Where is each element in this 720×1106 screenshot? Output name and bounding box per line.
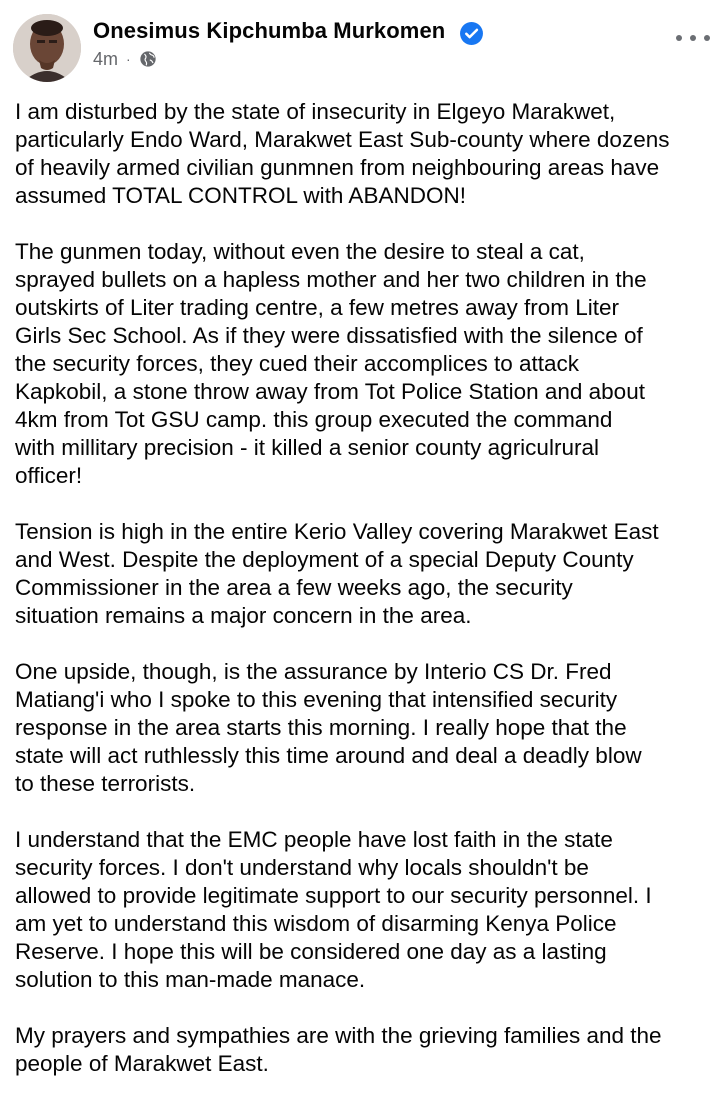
post-paragraph: The gunmen today, without even the desire to steal a cat, sprayed bullets on a hapless mother and her two children in the outskirts of Liter trading centre, a few metres away from Liter Girls Sec School. As if they were dissatisfied with the silence of the security forces, they cued their accomplices to attack Kapkobil, a stone throw away from Tot Police Station and about 4km from Tot GSU camp. this group executed the command with millitary precision - it killed a senior county agriculrural officer! bbox=[15, 239, 647, 488]
post-text bbox=[15, 98, 715, 1106]
meta-separator: · bbox=[126, 51, 131, 67]
avatar-photo bbox=[13, 14, 81, 82]
more-options-button[interactable] bbox=[676, 28, 710, 48]
more-options-icon bbox=[704, 35, 710, 41]
post-paragraph: I am disturbed by the state of insecurity in Elgeyo Marakwet, particularly Endo Ward, Marakwet East Sub-county where dozens of heavily armed civilian gunmnen from neighbouring areas have assumed TOTAL CONTROL with ABANDON! bbox=[15, 99, 670, 208]
post-header bbox=[0, 0, 720, 90]
post-meta bbox=[93, 48, 157, 70]
post-timestamp[interactable]: 4m bbox=[93, 48, 119, 69]
author-name[interactable]: Onesimus Kipchumba Murkomen bbox=[93, 18, 446, 43]
verified-badge-icon bbox=[459, 21, 484, 46]
globe-icon bbox=[139, 50, 157, 68]
more-options-icon bbox=[690, 35, 696, 41]
post-paragraph: My prayers and sympathies are with the grieving families and the people of Marakwet East. bbox=[15, 1023, 662, 1076]
more-options-icon bbox=[676, 35, 682, 41]
post-paragraph: One upside, though, is the assurance by Interio CS Dr. Fred Matiang'i who I spoke to this evening that intensified security response in the area starts this morning. I really hope that the state will act ruthlessly this time around and deal a deadly blow to these terrorists. bbox=[15, 659, 642, 796]
post-paragraph: I understand that the EMC people have lost faith in the state security forces. I don't understand why locals shouldn't be allowed to provide legitimate support to our security personnel. I am yet to understand this wisdom of disarming Kenya Police Reserve. I hope this will be considered one day as a lasting solution to this man-made manace. bbox=[15, 827, 652, 992]
post-paragraph: Tension is high in the entire Kerio Valley covering Marakwet East and West. Despite the deployment of a special Deputy County Commissioner in the area a few weeks ago, the security situation remains a major concern in the area. bbox=[15, 519, 659, 628]
avatar[interactable] bbox=[13, 14, 81, 82]
